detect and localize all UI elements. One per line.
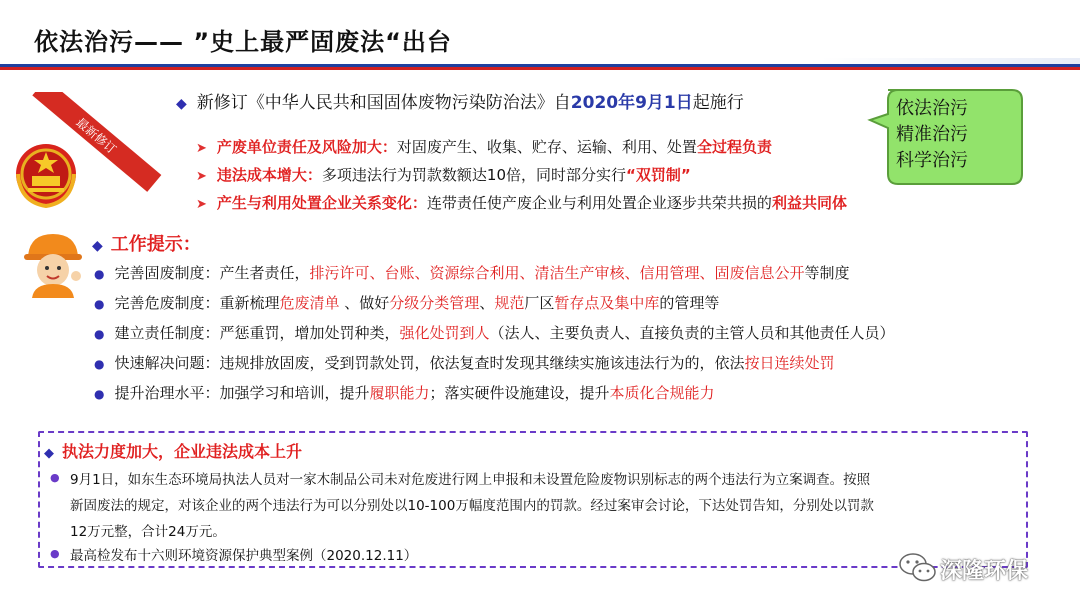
case-bullet-icon: ● xyxy=(50,547,60,560)
tip-highlight: 排污许可、台账、资源综合利用、清洁生产审核、信用管理、固废信息公开 xyxy=(309,264,805,282)
tip-highlight: 本质化合规能力 xyxy=(609,384,715,402)
dot-bullet-icon: ● xyxy=(94,327,105,341)
dot-bullet-icon: ● xyxy=(94,357,105,371)
tip-item xyxy=(94,352,835,373)
sub-point-label: 违法成本增大： xyxy=(216,166,322,184)
tip-highlight: 强化处罚到人 xyxy=(399,324,490,342)
tip-highlight: 履职能力 xyxy=(369,384,430,402)
tip-highlight: 暂存点及集中库 xyxy=(554,294,660,312)
case-paragraph-line: 新固废法的规定，对该企业的两个违法行为可以分别处以10-100万幅度范围内的罚款。经过案审会讨论，下达处罚告知，分别处以罚款 xyxy=(70,498,874,514)
diamond-bullet-icon: ◆ xyxy=(92,238,103,254)
sub-point-text: 连带责任使产废企业与利用处置企业逐步共荣共损的 xyxy=(426,194,772,212)
new-law-date: 2020年9月1日 xyxy=(570,93,693,113)
tip-mid: ；落实硬件设施建设，提升 xyxy=(429,384,610,402)
tip-item xyxy=(94,262,850,283)
case-heading xyxy=(44,439,302,462)
tip-label: 完善危废制度：重新梳理 xyxy=(114,294,280,312)
case-bullet-icon: ● xyxy=(50,471,60,484)
dot-bullet-icon: ● xyxy=(94,297,105,311)
tip-mid: 、做好 xyxy=(339,294,390,312)
title-rule-red xyxy=(0,67,1080,70)
tip-label: 提升治理水平：加强学习和培训，提升 xyxy=(114,384,370,402)
diamond-bullet-icon: ◆ xyxy=(44,446,54,461)
tip-item xyxy=(94,322,895,343)
worker-cartoon-icon xyxy=(18,226,88,298)
new-law-suffix: 起施行 xyxy=(692,93,744,113)
tip-highlight: 分级分类管理 xyxy=(389,294,480,312)
tip-mid: 、 xyxy=(479,294,495,312)
tip-item xyxy=(94,292,719,313)
sub-point-highlight: “双罚制” xyxy=(626,166,691,184)
callout-text xyxy=(896,96,968,174)
tip-label: 建立责任制度：严惩重罚，增加处罚种类， xyxy=(114,324,400,342)
dot-bullet-icon: ● xyxy=(94,267,105,281)
national-emblem-icon xyxy=(8,92,168,222)
case-heading-text: 执法力度加大，企业违法成本上升 xyxy=(62,442,303,461)
sub-point xyxy=(196,136,772,157)
callout-line: 依法治污 xyxy=(896,98,968,119)
callout-line: 精准治污 xyxy=(896,124,968,145)
tip-after: 的管理等 xyxy=(659,294,720,312)
tip-after: （法人、主要负责人、直接负责的主管人员和其他责任人员） xyxy=(489,324,895,342)
wechat-icon xyxy=(898,550,938,586)
sub-point xyxy=(196,164,691,185)
watermark-text: 深隆环保 xyxy=(940,559,1029,584)
sub-point-highlight: 全过程负责 xyxy=(696,138,772,156)
national-emblem-image xyxy=(8,92,168,222)
case-source: 最高检发布十六则环境资源保护典型案例（2020.12.11） xyxy=(70,548,418,564)
tip-highlight: 规范 xyxy=(494,294,525,312)
arrow-bullet-icon: ➤ xyxy=(196,141,207,156)
arrow-bullet-icon: ➤ xyxy=(196,197,207,212)
case-paragraph-line: 9月1日，如东生态环境局执法人员对一家木制品公司未对危废进行网上申报和未设置危险废物识别标志的两个违法行为立案调查。按照 xyxy=(70,472,871,488)
watermark xyxy=(898,548,1058,588)
tips-heading-text: 工作提示： xyxy=(110,234,201,255)
sub-point-text: 对固废产生、收集、贮存、运输、利用、处置 xyxy=(396,138,697,156)
case-paragraph-line: 12万元整，合计24万元。 xyxy=(70,524,226,540)
callout-line: 科学治污 xyxy=(896,150,968,171)
tip-label: 快速解决问题：违规排放固废，受到罚款处罚，依法复查时发现其继续实施该违法行为的，依法 xyxy=(114,354,745,372)
sub-point-highlight: 利益共同体 xyxy=(771,194,847,212)
tip-highlight: 按日连续处罚 xyxy=(744,354,835,372)
page-title: 依法治污—— ”史上最严固废法“出台 xyxy=(34,28,452,56)
stamp-text: 最新修订 xyxy=(73,115,120,157)
tip-highlight: 危废清单 xyxy=(279,294,340,312)
tips-heading xyxy=(92,230,201,256)
tip-mid: 厂区 xyxy=(524,294,555,312)
new-law-line xyxy=(176,88,744,113)
diamond-bullet-icon: ◆ xyxy=(176,96,187,112)
tip-item xyxy=(94,382,715,403)
sub-point xyxy=(196,192,847,213)
new-law-prefix: 新修订《中华人民共和国固体废物污染防治法》自 xyxy=(196,93,571,113)
tip-after: 等制度 xyxy=(804,264,850,282)
arrow-bullet-icon: ➤ xyxy=(196,169,207,184)
sub-point-text: 多项违法行为罚款数额达10倍，同时部分实行 xyxy=(321,166,627,184)
sub-point-label: 产生与利用处置企业关系变化： xyxy=(216,194,427,212)
dot-bullet-icon: ● xyxy=(94,387,105,401)
sub-point-label: 产废单位责任及风险加大： xyxy=(216,138,397,156)
tip-label: 完善固废制度：产生者责任， xyxy=(114,264,310,282)
callout-bubble xyxy=(866,88,1024,186)
